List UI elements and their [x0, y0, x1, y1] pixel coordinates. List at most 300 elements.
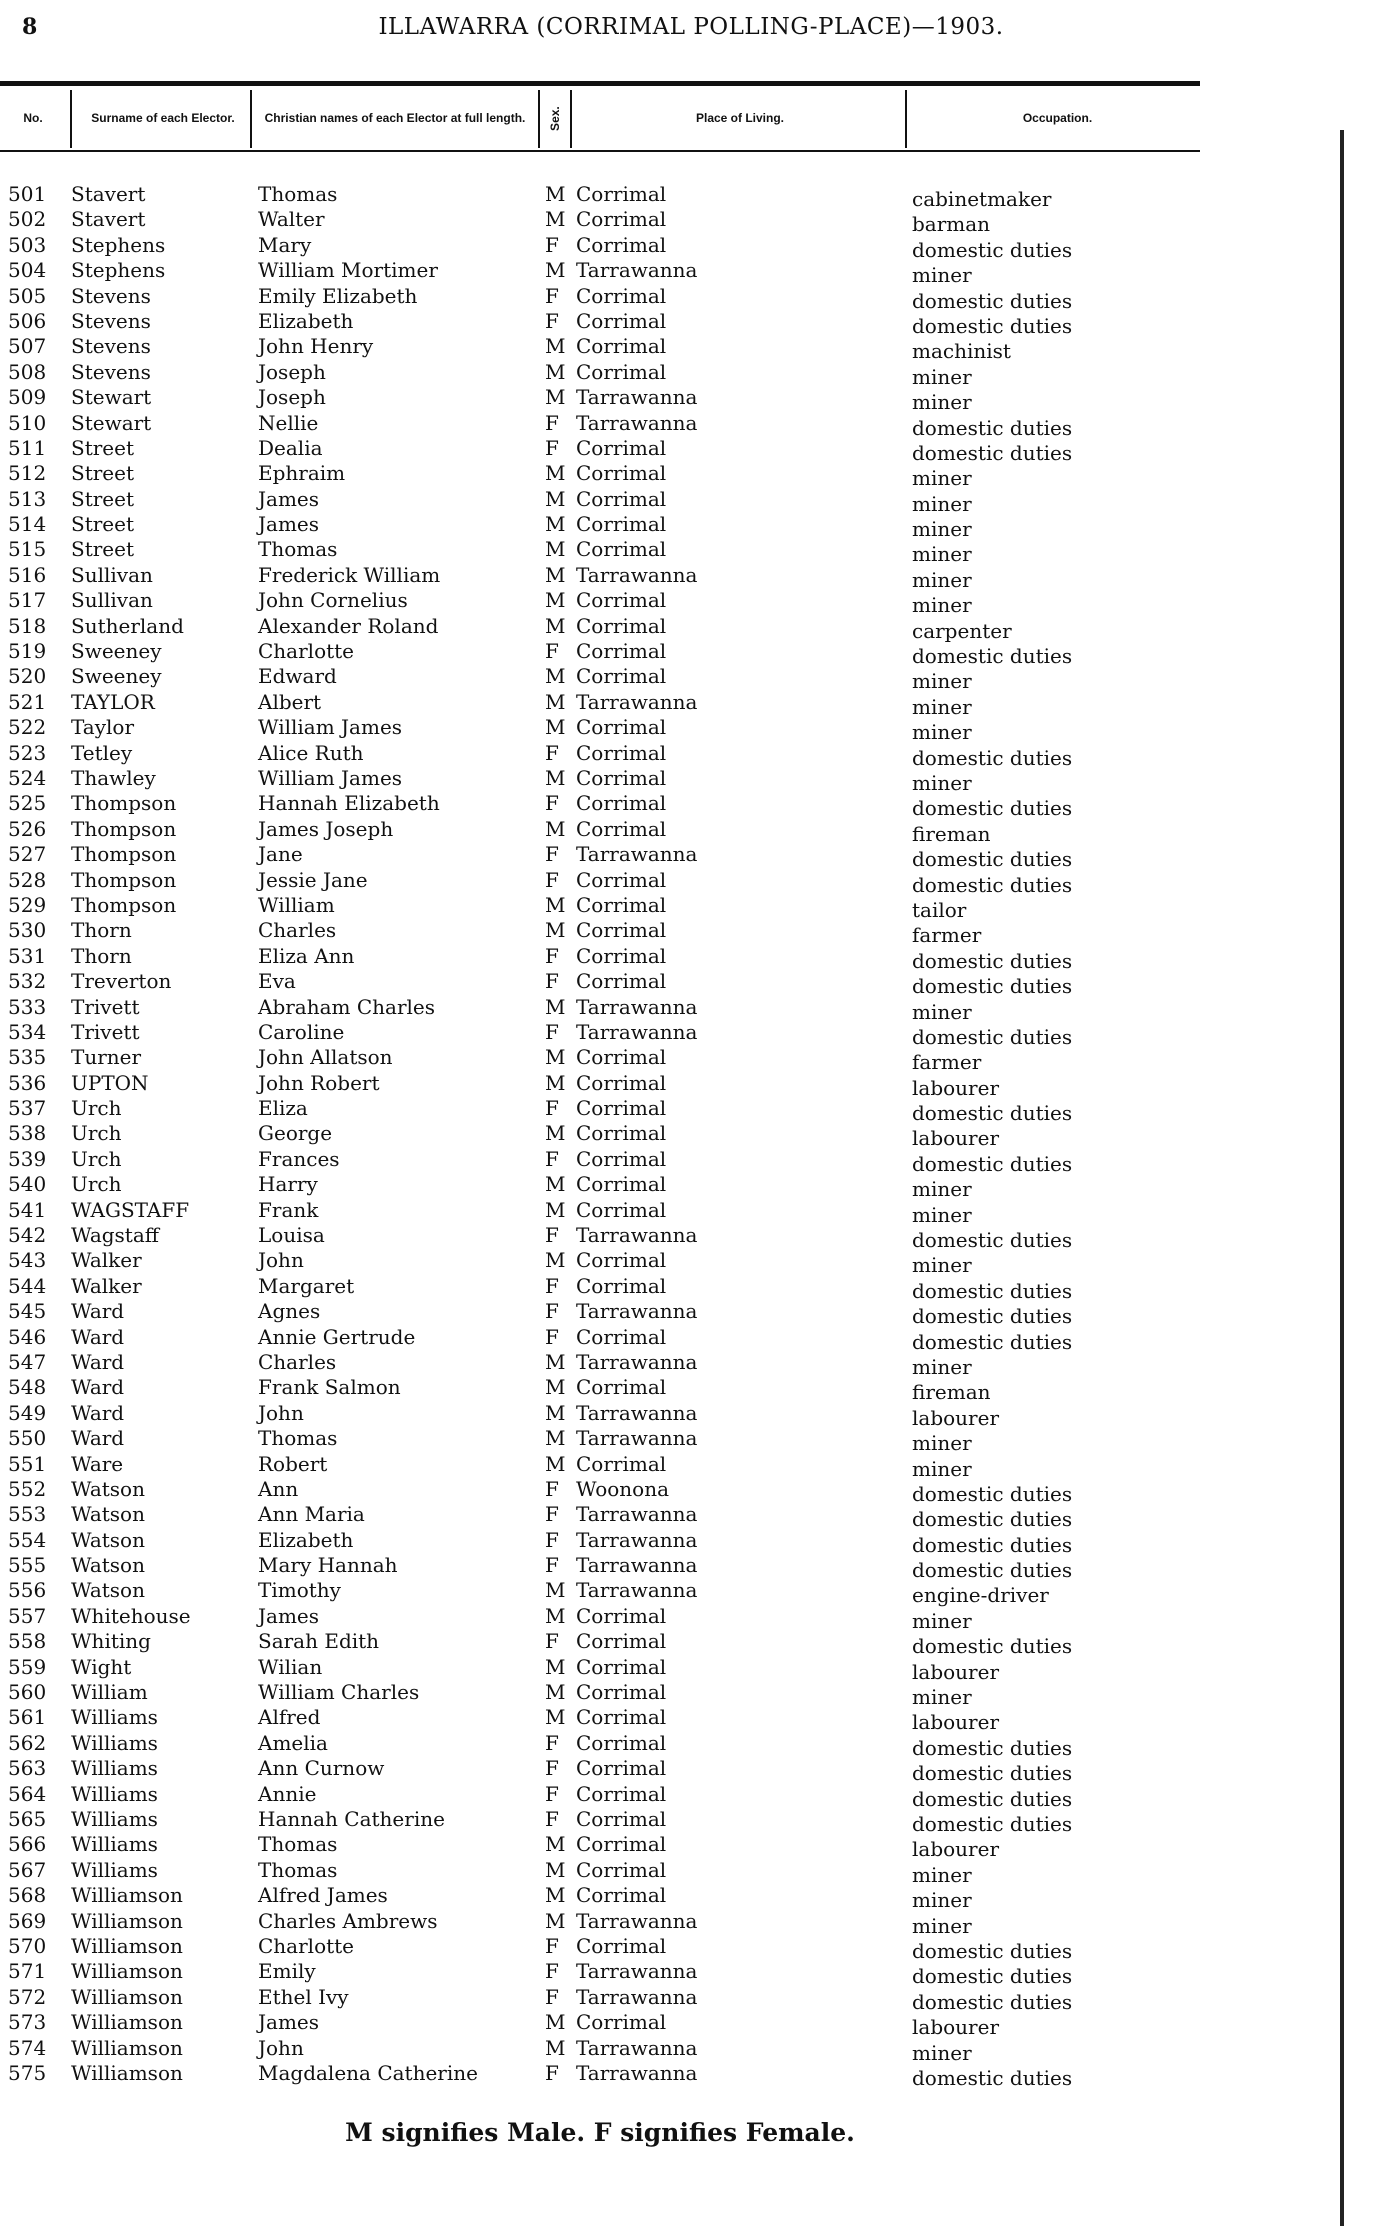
elector-sex: M [545, 207, 566, 232]
elector-christian-names: Hannah Elizabeth [258, 791, 440, 816]
elector-sex: M [545, 994, 566, 1019]
elector-sex: M [545, 588, 566, 613]
elector-surname: Thompson [71, 892, 177, 917]
table-row [0, 182, 1200, 211]
elector-surname: UPTON [71, 1070, 149, 1095]
elector-sex: F [545, 1299, 559, 1324]
elector-place: Corrimal [576, 613, 667, 638]
elector-christian-names: Wilian [258, 1654, 323, 1679]
elector-surname: Trivett [71, 1019, 140, 1044]
elector-number: 569 [8, 1908, 47, 1933]
elector-occupation: engine-driver [912, 1583, 1049, 1608]
elector-christian-names: John Cornelius [258, 588, 408, 613]
elector-number: 524 [8, 765, 47, 790]
elector-number: 546 [8, 1324, 47, 1349]
elector-occupation: miner [912, 263, 972, 288]
header-surname: Surname of each Elector. [91, 111, 235, 126]
elector-place: Corrimal [576, 1273, 667, 1298]
elector-place: Tarrawanna [576, 1299, 698, 1324]
elector-sex: F [545, 308, 559, 333]
elector-number: 550 [8, 1426, 47, 1451]
elector-surname: Thompson [71, 842, 177, 867]
elector-sex: M [545, 2010, 566, 2035]
elector-number: 555 [8, 1553, 47, 1578]
elector-christian-names: Alexander Roland [258, 613, 439, 638]
elector-occupation: miner [912, 542, 972, 567]
elector-number: 566 [8, 1832, 47, 1857]
elector-occupation: miner [912, 669, 972, 694]
column-separator [905, 90, 907, 148]
elector-occupation: domestic duties [912, 1304, 1073, 1329]
table-row [0, 1781, 1200, 1811]
elector-sex: F [545, 1223, 559, 1248]
elector-occupation: miner [912, 364, 972, 389]
elector-place: Corrimal [576, 1933, 667, 1958]
elector-christian-names: William Charles [258, 1680, 420, 1705]
elector-christian-names: Eliza Ann [258, 943, 355, 968]
elector-number: 548 [8, 1375, 47, 1400]
elector-number: 559 [8, 1654, 47, 1679]
elector-number: 564 [8, 1781, 47, 1806]
elector-place: Corrimal [576, 283, 667, 308]
elector-surname: Williams [71, 1730, 158, 1755]
table-row [0, 715, 1200, 745]
elector-number: 544 [8, 1273, 47, 1298]
elector-occupation: miner [912, 1177, 972, 1202]
elector-sex: F [545, 1527, 559, 1552]
table-row [0, 1400, 1200, 1430]
elector-sex: M [545, 1578, 566, 1603]
elector-christian-names: Charles [258, 918, 337, 943]
elector-surname: Tetley [71, 740, 133, 765]
elector-sex: M [545, 1121, 566, 1146]
elector-sex: F [545, 1146, 559, 1171]
elector-place: Corrimal [576, 765, 667, 790]
elector-occupation: domestic duties [912, 313, 1073, 338]
elector-occupation: farmer [912, 1050, 982, 1075]
elector-number: 572 [8, 1984, 47, 2009]
elector-number: 537 [8, 1096, 47, 1121]
table-row [0, 1426, 1200, 1456]
elector-sex: M [545, 1654, 566, 1679]
elector-sex: F [545, 1984, 559, 2009]
elector-number: 547 [8, 1349, 47, 1374]
elector-surname: Williams [71, 1832, 158, 1857]
elector-surname: Stewart [71, 385, 152, 410]
elector-sex: F [545, 1273, 559, 1298]
elector-occupation: domestic duties [912, 1101, 1073, 1126]
elector-surname: Ward [71, 1349, 125, 1374]
elector-christian-names: Joseph [258, 385, 326, 410]
elector-surname: Street [71, 512, 135, 537]
table-row [0, 1070, 1200, 1100]
elector-occupation: fireman [912, 821, 991, 846]
elector-sex: M [545, 512, 566, 537]
elector-occupation: miner [912, 720, 972, 745]
elector-christian-names: Eva [258, 969, 296, 994]
elector-christian-names: John [258, 2035, 304, 2060]
elector-number: 552 [8, 1476, 47, 1501]
elector-surname: Thompson [71, 867, 177, 892]
elector-surname: WAGSTAFF [71, 1197, 190, 1222]
elector-christian-names: Elizabeth [258, 1527, 354, 1552]
elector-christian-names: James Joseph [258, 816, 394, 841]
elector-place: Corrimal [576, 969, 667, 994]
elector-place: Corrimal [576, 1807, 667, 1831]
elector-christian-names: Thomas [258, 1426, 338, 1451]
elector-occupation: domestic duties [912, 1735, 1073, 1760]
header-christian-names: Christian names of each Elector at full length. [264, 111, 526, 126]
elector-number: 518 [8, 613, 47, 638]
elector-place: Corrimal [576, 334, 667, 359]
elector-number: 526 [8, 816, 47, 841]
elector-place: Corrimal [576, 359, 667, 384]
elector-sex: F [545, 740, 559, 765]
elector-surname: Wight [71, 1654, 132, 1679]
elector-christian-names: Charles Ambrews [258, 1908, 438, 1933]
table-row [0, 1476, 1200, 1506]
elector-place: Corrimal [576, 791, 667, 816]
table-row [0, 1299, 1200, 1329]
elector-surname: Stephens [71, 232, 166, 257]
elector-sex: F [545, 1502, 559, 1527]
elector-sex: M [545, 562, 566, 587]
elector-occupation: miner [912, 1862, 972, 1887]
elector-number: 551 [8, 1451, 47, 1476]
elector-sex: M [545, 182, 566, 206]
elector-number: 523 [8, 740, 47, 765]
table-row [0, 1908, 1200, 1938]
elector-place: Corrimal [576, 2010, 667, 2035]
elector-place: Tarrawanna [576, 1349, 698, 1374]
elector-surname: Thorn [71, 918, 132, 943]
elector-christian-names: Joseph [258, 359, 326, 384]
elector-place: Tarrawanna [576, 1527, 698, 1552]
elector-occupation: domestic duties [912, 1024, 1073, 1049]
table-row [0, 613, 1200, 643]
elector-christian-names: Ann [258, 1476, 299, 1501]
elector-occupation: cabinetmaker [912, 187, 1052, 211]
elector-place: Tarrawanna [576, 689, 698, 714]
elector-sex: M [545, 1426, 566, 1451]
table-row [0, 664, 1200, 694]
elector-sex: F [545, 2060, 559, 2085]
elector-christian-names: Amelia [258, 1730, 328, 1755]
elector-place: Corrimal [576, 1451, 667, 1476]
table-row [0, 1527, 1200, 1557]
elector-place: Corrimal [576, 943, 667, 968]
elector-surname: Ware [71, 1451, 124, 1476]
elector-christian-names: Timothy [258, 1578, 341, 1603]
elector-christian-names: Sarah Edith [258, 1629, 380, 1654]
elector-sex: M [545, 613, 566, 638]
table-row [0, 1121, 1200, 1151]
elector-number: 538 [8, 1121, 47, 1146]
elector-sex: F [545, 1553, 559, 1578]
elector-surname: Stephens [71, 258, 166, 283]
elector-christian-names: Louisa [258, 1223, 325, 1248]
elector-place: Corrimal [576, 1172, 667, 1197]
elector-sex: M [545, 1832, 566, 1857]
elector-sex: F [545, 232, 559, 257]
elector-sex: M [545, 892, 566, 917]
elector-christian-names: Ephraim [258, 461, 346, 486]
elector-occupation: domestic duties [912, 440, 1073, 465]
elector-surname: Ward [71, 1324, 125, 1349]
table-row [0, 461, 1200, 491]
elector-number: 515 [8, 537, 47, 562]
elector-christian-names: James [258, 2010, 320, 2035]
elector-sex: F [545, 1807, 559, 1831]
elector-number: 575 [8, 2060, 47, 2085]
elector-number: 553 [8, 1502, 47, 1527]
elector-surname: Thompson [71, 816, 177, 841]
elector-place: Corrimal [576, 816, 667, 841]
elector-number: 545 [8, 1299, 47, 1324]
elector-sex: F [545, 1629, 559, 1654]
elector-christian-names: Charlotte [258, 1933, 355, 1958]
elector-number: 514 [8, 512, 47, 537]
elector-christian-names: John [258, 1248, 304, 1273]
elector-number: 504 [8, 258, 47, 283]
elector-sex: F [545, 943, 559, 968]
table-row [0, 892, 1200, 922]
elector-occupation: miner [912, 1913, 972, 1938]
elector-occupation: labourer [912, 1837, 1000, 1862]
elector-place: Corrimal [576, 1730, 667, 1755]
column-separator [570, 90, 572, 148]
elector-number: 528 [8, 867, 47, 892]
elector-number: 503 [8, 232, 47, 257]
table-row [0, 1857, 1200, 1887]
elector-christian-names: Thomas [258, 1832, 338, 1857]
elector-sex: F [545, 1096, 559, 1121]
elector-christian-names: Thomas [258, 537, 338, 562]
elector-sex: F [545, 1959, 559, 1984]
table-row [0, 1324, 1200, 1354]
elector-surname: Thorn [71, 943, 132, 968]
elector-sex: M [545, 1451, 566, 1476]
elector-number: 513 [8, 486, 47, 511]
elector-surname: Williamson [71, 1883, 183, 1908]
elector-christian-names: Thomas [258, 182, 338, 206]
elector-christian-names: Agnes [258, 1299, 321, 1324]
elector-surname: Sweeney [71, 664, 162, 689]
elector-number: 527 [8, 842, 47, 867]
elector-number: 563 [8, 1756, 47, 1781]
elector-occupation: domestic duties [912, 644, 1073, 669]
elector-occupation: miner [912, 1888, 972, 1913]
elector-number: 565 [8, 1807, 47, 1831]
table-row [0, 1045, 1200, 1075]
elector-number: 540 [8, 1172, 47, 1197]
elector-surname: Walker [71, 1248, 142, 1273]
elector-sex: M [545, 359, 566, 384]
elector-christian-names: John [258, 1400, 304, 1425]
elector-christian-names: Caroline [258, 1019, 345, 1044]
elector-place: Tarrawanna [576, 1578, 698, 1603]
elector-christian-names: Alfred James [258, 1883, 388, 1908]
elector-sex: F [545, 867, 559, 892]
elector-sex: M [545, 1349, 566, 1374]
elector-occupation: miner [912, 390, 972, 415]
table-row [0, 689, 1200, 719]
table-row [0, 1502, 1200, 1532]
elector-surname: Ward [71, 1426, 125, 1451]
elector-christian-names: Harry [258, 1172, 318, 1197]
table-row [0, 1248, 1200, 1278]
elector-surname: Williamson [71, 1933, 183, 1958]
table-row [0, 1807, 1200, 1836]
elector-christian-names: Albert [258, 689, 322, 714]
elector-sex: M [545, 1248, 566, 1273]
elector-occupation: miner [912, 694, 972, 719]
elector-surname: Trivett [71, 994, 140, 1019]
elector-christian-names: Walter [258, 207, 325, 232]
elector-number: 560 [8, 1680, 47, 1705]
table-row [0, 994, 1200, 1024]
elector-sex: F [545, 283, 559, 308]
elector-occupation: miner [912, 466, 972, 491]
elector-occupation: domestic duties [912, 872, 1073, 897]
elector-sex: M [545, 1070, 566, 1095]
elector-place: Tarrawanna [576, 1984, 698, 2009]
elector-occupation: miner [912, 1431, 972, 1456]
elector-christian-names: John Robert [258, 1070, 380, 1095]
elector-christian-names: Hannah Catherine [258, 1807, 445, 1831]
elector-place: Corrimal [576, 1146, 667, 1171]
elector-surname: Stevens [71, 359, 151, 384]
elector-occupation: domestic duties [912, 2065, 1073, 2090]
column-separator [250, 90, 252, 148]
elector-christian-names: William James [258, 715, 403, 740]
elector-christian-names: James [258, 512, 320, 537]
elector-sex: F [545, 1324, 559, 1349]
elector-place: Tarrawanna [576, 1502, 698, 1527]
elector-place: Corrimal [576, 461, 667, 486]
elector-place: Corrimal [576, 308, 667, 333]
elector-occupation: domestic duties [912, 1964, 1073, 1989]
table-row [0, 1654, 1200, 1684]
table-row [0, 1680, 1200, 1710]
elector-surname: Treverton [71, 969, 172, 994]
elector-surname: Sullivan [71, 588, 153, 613]
table-row [0, 1223, 1200, 1253]
elector-number: 533 [8, 994, 47, 1019]
elector-surname: TAYLOR [71, 689, 155, 714]
elector-sex: M [545, 334, 566, 359]
elector-christian-names: Charles [258, 1349, 337, 1374]
elector-place: Tarrawanna [576, 258, 698, 283]
elector-number: 567 [8, 1857, 47, 1882]
elector-place: Corrimal [576, 1629, 667, 1654]
elector-christian-names: Annie [258, 1781, 317, 1806]
elector-surname: Williamson [71, 1908, 183, 1933]
elector-place: Corrimal [576, 639, 667, 664]
table-row [0, 1629, 1200, 1659]
elector-place: Tarrawanna [576, 1223, 698, 1248]
elector-sex: M [545, 918, 566, 943]
elector-sex: M [545, 258, 566, 283]
elector-sex: M [545, 664, 566, 689]
elector-occupation: domestic duties [912, 1228, 1073, 1253]
elector-number: 543 [8, 1248, 47, 1273]
elector-number: 507 [8, 334, 47, 359]
elector-occupation: miner [912, 517, 972, 542]
elector-number: 557 [8, 1603, 47, 1628]
elector-number: 516 [8, 562, 47, 587]
elector-sex: M [545, 1375, 566, 1400]
elector-occupation: domestic duties [912, 1278, 1073, 1303]
header-bottom-rule [0, 150, 1200, 152]
elector-surname: Sutherland [71, 613, 184, 638]
elector-sex: M [545, 1705, 566, 1730]
elector-occupation: labourer [912, 2015, 1000, 2040]
elector-place: Corrimal [576, 1375, 667, 1400]
elector-occupation: labourer [912, 1659, 1000, 1684]
table-row [0, 435, 1200, 465]
elector-christian-names: Mary Hannah [258, 1553, 398, 1578]
elector-place: Corrimal [576, 1045, 667, 1070]
elector-occupation: domestic duties [912, 745, 1073, 770]
elector-number: 519 [8, 639, 47, 664]
elector-occupation: domestic duties [912, 1938, 1073, 1963]
elector-number: 512 [8, 461, 47, 486]
elector-place: Tarrawanna [576, 1426, 698, 1451]
elector-christian-names: Elizabeth [258, 308, 354, 333]
elector-surname: Street [71, 537, 135, 562]
elector-occupation: labourer [912, 1405, 1000, 1430]
elector-number: 509 [8, 385, 47, 410]
elector-place: Corrimal [576, 486, 667, 511]
elector-occupation: domestic duties [912, 1761, 1073, 1786]
elector-surname: Urch [71, 1096, 122, 1121]
page-title: ILLAWARRA (CORRIMAL POLLING-PLACE)—1903. [378, 14, 1004, 40]
elector-christian-names: Thomas [258, 1857, 338, 1882]
header-occupation: Occupation. [1022, 111, 1093, 126]
elector-occupation: domestic duties [912, 796, 1073, 821]
elector-sex: M [545, 2035, 566, 2060]
elector-surname: Sullivan [71, 562, 153, 587]
elector-christian-names: George [258, 1121, 333, 1146]
elector-occupation: machinist [912, 339, 1011, 364]
elector-sex: F [545, 969, 559, 994]
elector-sex: M [545, 1172, 566, 1197]
footnote: M signifies Male. F signifies Female. [345, 2118, 855, 2147]
elector-occupation: domestic duties [912, 415, 1073, 440]
elector-occupation: farmer [912, 923, 982, 948]
elector-occupation: miner [912, 491, 972, 516]
elector-place: Corrimal [576, 1680, 667, 1705]
elector-surname: Watson [71, 1476, 145, 1501]
elector-surname: Watson [71, 1527, 145, 1552]
elector-occupation: domestic duties [912, 1558, 1073, 1583]
elector-surname: Urch [71, 1146, 122, 1171]
elector-sex: F [545, 639, 559, 664]
elector-occupation: domestic duties [912, 948, 1073, 973]
elector-sex: F [545, 842, 559, 867]
elector-place: Corrimal [576, 892, 667, 917]
elector-sex: M [545, 486, 566, 511]
elector-christian-names: Frank [258, 1197, 319, 1222]
page-edge-line [1340, 130, 1344, 2226]
elector-occupation: barman [912, 212, 991, 237]
elector-place: Corrimal [576, 1197, 667, 1222]
elector-occupation: domestic duties [912, 1989, 1073, 2014]
elector-place: Corrimal [576, 512, 667, 537]
elector-number: 561 [8, 1705, 47, 1730]
elector-occupation: miner [912, 567, 972, 592]
